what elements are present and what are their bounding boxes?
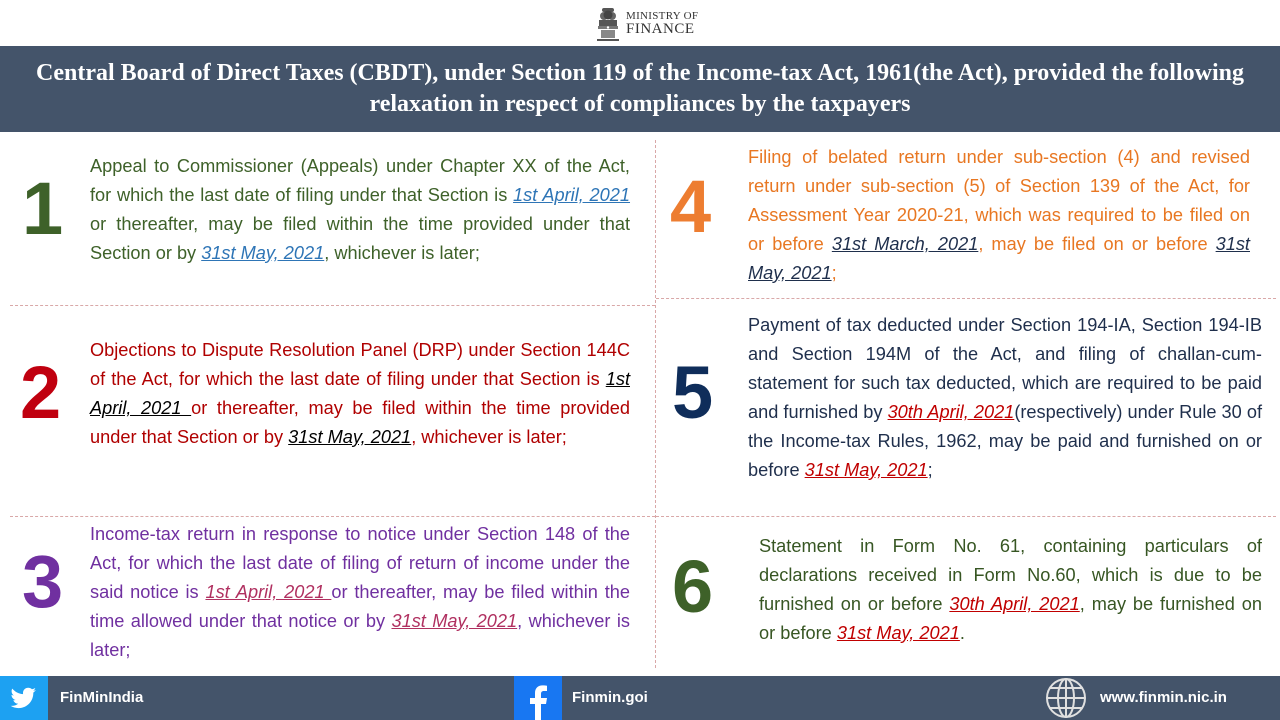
date-link: 31st May, 2021 [836, 623, 960, 643]
date-link: 1st April, 2021 [90, 369, 630, 418]
page-title: Central Board of Direct Taxes (CBDT), under Section 119 of the Income-tax Act, 1961(the Act), provided the following relaxation in respect of compliances by the taxpayers [36, 60, 1244, 117]
item-text [759, 532, 1262, 648]
item-text-part: Payment of tax deducted under Section 194-IA, Section 194-IB and Section 194M of the Act, and filing of challan-cum-statement for such tax deducted, which are required to be paid and furnished by [748, 315, 1262, 422]
item-text-part: , may be filed on or before [978, 234, 1216, 254]
item-text-part: Appeal to Commissioner (Appeals) under Chapter XX of the Act, for which the last date of filing under that Section is [90, 156, 630, 205]
date-link: 31st May, 2021 [748, 234, 1250, 283]
row-divider [10, 305, 655, 306]
logo-line-1: MINISTRY OF [626, 10, 699, 22]
item-number: 6 [672, 545, 714, 628]
item-text-part: , whichever is later; [324, 243, 480, 263]
item-text [90, 520, 630, 665]
item-number: 2 [20, 351, 62, 434]
date-link: 1st April, 2021 [513, 185, 631, 205]
logo-line-2: FINANCE [626, 21, 695, 37]
facebook-link[interactable] [514, 676, 562, 720]
date-link: 31st May, 2021 [288, 427, 412, 447]
item-number: 5 [672, 351, 714, 434]
item-text-part: or thereafter, may be filed within the time allowed under that notice or by [90, 582, 630, 631]
item-text-part: ; [927, 460, 933, 480]
date-link: 30th April, 2021 [887, 402, 1015, 422]
footer-bar [0, 676, 1280, 720]
item-text-part: Objections to Dispute Resolution Panel (DRP) under Section 144C of the Act, for which the last date of filing under that Section is [90, 340, 630, 389]
item-text [90, 336, 630, 452]
item-text-part: Income-tax return in response to notice under Section 148 of the Act, for which the last date of filing of return of income under the said notice is [90, 524, 630, 602]
row-divider [656, 516, 1276, 517]
website-url[interactable]: www.finmin.nic.in [1100, 689, 1227, 706]
item-text-part: , may be furnished on or before [759, 594, 1262, 643]
date-link: 31st May, 2021 [391, 611, 518, 631]
item-number: 1 [22, 167, 64, 250]
item-text [90, 152, 630, 268]
item-text-part: Filing of belated return under sub-section (4) and revised return under sub-section (5) of Section 139 of the Act, for Assessment Year 2020-21, which was required to be filed on or before [748, 147, 1250, 254]
item-text [748, 311, 1262, 485]
date-link: 31st May, 2021 [804, 460, 928, 480]
date-link: 31st May, 2021 [201, 243, 325, 263]
row-divider [10, 516, 655, 517]
header-banner [0, 46, 1280, 132]
date-link: 31st March, 2021 [831, 234, 979, 254]
ministry-logo [595, 5, 698, 43]
date-link: 1st April, 2021 [205, 582, 332, 602]
twitter-icon [0, 676, 48, 720]
column-divider [655, 140, 656, 668]
item-text-part: Statement in Form No. 61, containing particulars of declarations received in Form No.60, which is due to be furnished on or before [759, 536, 1262, 614]
date-link: 30th April, 2021 [949, 594, 1080, 614]
twitter-handle[interactable]: FinMinIndia [60, 689, 144, 706]
item-text-part: , whichever is later; [90, 611, 630, 660]
twitter-link[interactable] [0, 676, 48, 720]
globe-icon [1042, 676, 1090, 720]
facebook-icon [514, 676, 562, 720]
item-text-part: . [959, 623, 965, 643]
row-divider [656, 298, 1276, 299]
item-text-part: , whichever is later; [411, 427, 567, 447]
facebook-handle[interactable]: Finmin.goi [572, 689, 648, 706]
emblem-icon [595, 6, 621, 42]
item-text-part: (respectively) under Rule 30 of the Income-tax Rules, 1962, may be paid and furnished on or before [748, 402, 1263, 480]
item-text [748, 143, 1250, 288]
website-link[interactable] [1042, 676, 1090, 720]
item-text-part: or thereafter, may be filed within the time provided under that Section or by [90, 214, 630, 263]
item-number: 4 [670, 165, 712, 248]
item-text-part: or thereafter, may be filed within the time provided under that Section or by [90, 398, 630, 447]
item-number: 3 [22, 540, 64, 623]
item-text-part: ; [831, 263, 837, 283]
